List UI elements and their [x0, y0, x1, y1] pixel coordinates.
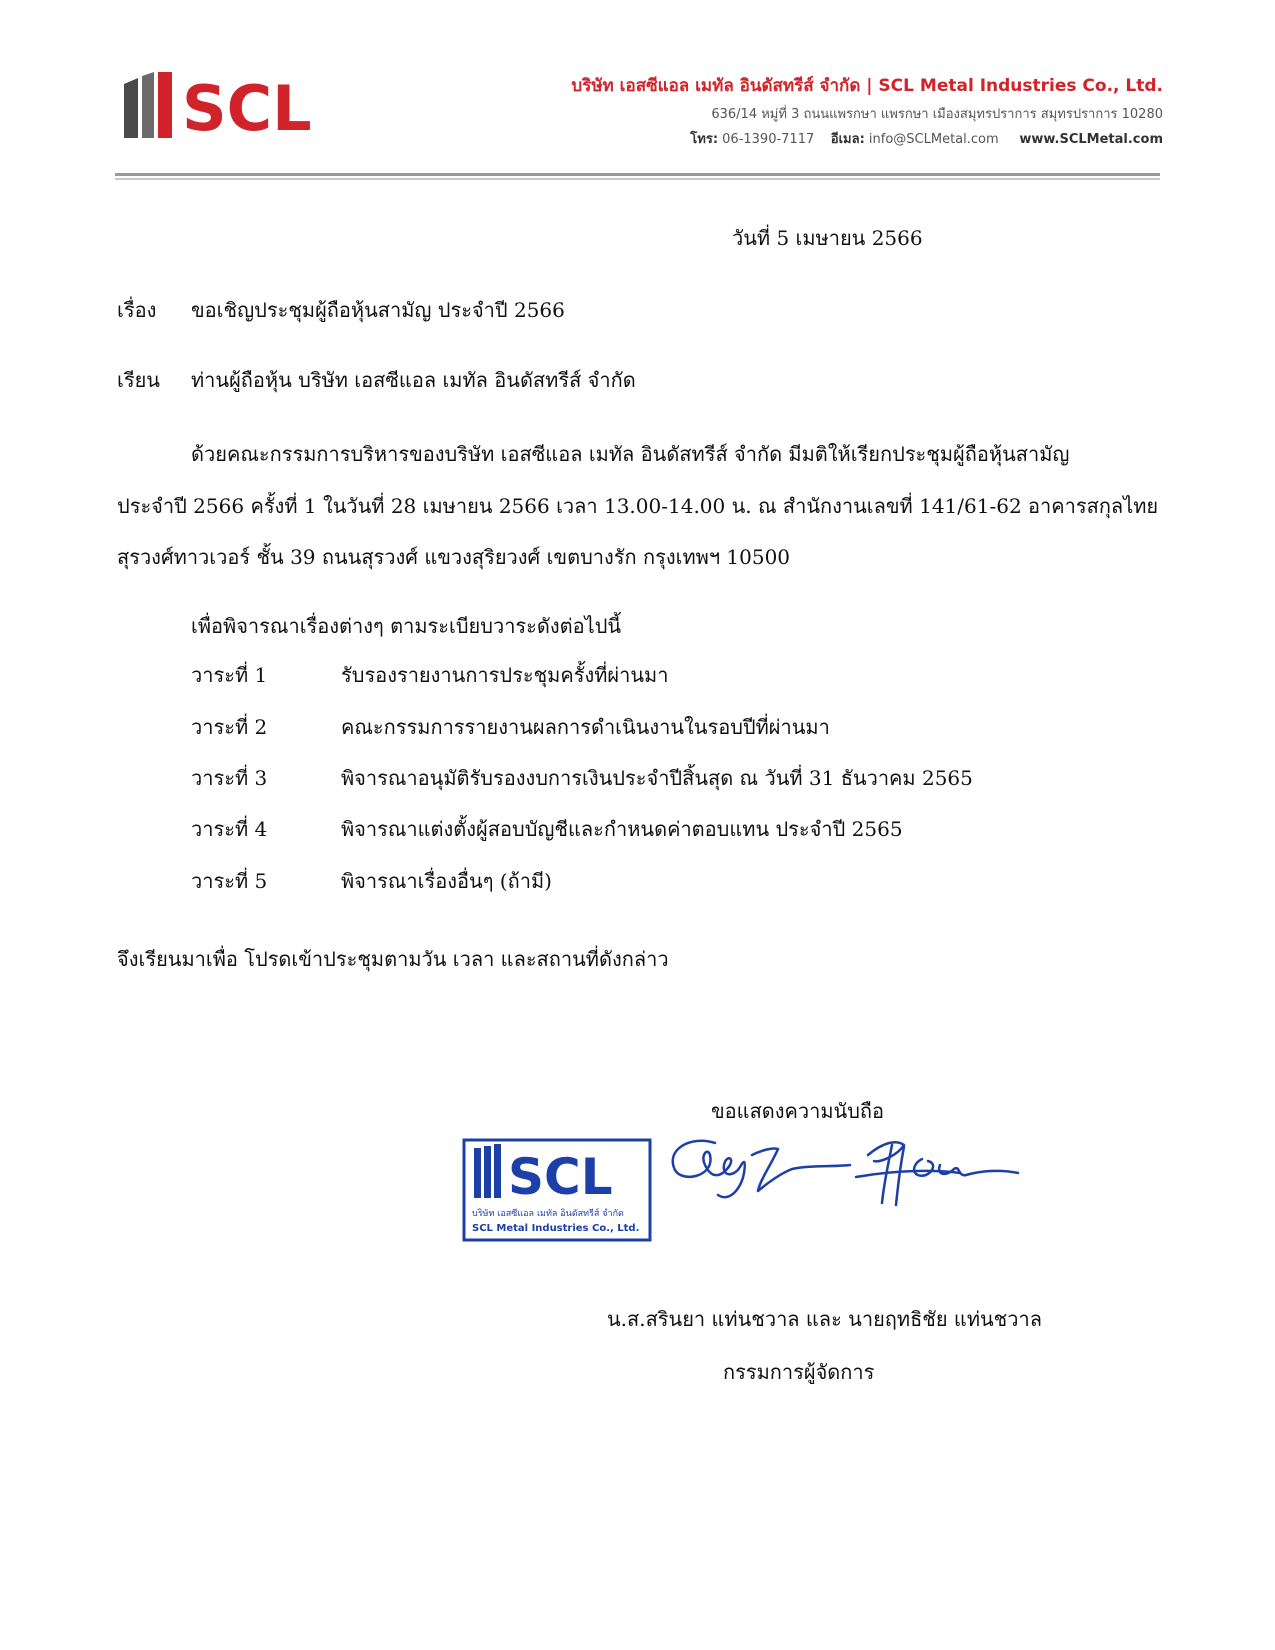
stamp-line-1: บริษัท เอสซีแอล เมทัล อินดัสทรีส์ จำกัด	[472, 1209, 624, 1219]
header-divider	[115, 173, 1160, 176]
phone-label: โทร:	[690, 132, 719, 147]
agenda-item: คณะกรรมการรายงานผลการดำเนินงานในรอบปีที่ผ่านมา	[341, 715, 830, 739]
company-address: 636/14 หมู่ที่ 3 ถนนแพรกษา แพรกษา เมืองสมุทรปราการ สมุทรปราการ 10280	[711, 107, 1163, 122]
header-divider-light	[115, 178, 1160, 180]
recipient-text: ท่านผู้ถือหุ้น บริษัท เอสซีแอล เมทัล อินดัสทรีส์ จำกัด	[191, 368, 636, 392]
agenda-item: พิจารณาอนุมัติรับรองงบการเงินประจำปีสิ้นสุด ณ วันที่ 31 ธันวาคม 2565	[341, 766, 973, 790]
agenda-intro: เพื่อพิจารณาเรื่องต่างๆ ตามระเบียบวาระดังต่อไปนี้	[191, 614, 622, 638]
agenda-item: พิจารณาเรื่องอื่นๆ (ถ้ามี)	[341, 869, 552, 893]
logo-text: SCL	[182, 72, 312, 142]
agenda-item: พิจารณาแต่งตั้งผู้สอบบัญชีและกำหนดค่าตอบแทน ประจำปี 2565	[341, 817, 903, 841]
agenda-number: วาระที่ 5	[191, 869, 268, 893]
agenda-item: รับรองรายงานการประชุมครั้งที่ผ่านมา	[341, 663, 669, 687]
email-label: อีเมล:	[830, 132, 865, 147]
stamp-line-2: SCL Metal Industries Co., Ltd.	[472, 1223, 640, 1234]
company-logo	[124, 72, 344, 142]
body-paragraph-line-1: ด้วยคณะกรรมการบริหารของบริษัท เอสซีแอล เมทัล อินดัสทรีส์ จำกัด มีมติให้เรียกประชุมผู้ถือหุ้นสามัญ	[191, 442, 1070, 466]
agenda-number: วาระที่ 1	[191, 663, 268, 687]
signer-name: น.ส.สรินยา แท่นชวาล และ นายฤทธิชัย แท่นชวาล	[607, 1307, 1042, 1331]
handwritten-signatures	[660, 1125, 1060, 1245]
company-name: บริษัท เอสซีแอล เมทัล อินดัสทรีส์ จำกัด | SCL Metal Industries Co., Ltd.	[571, 76, 1163, 96]
company-info	[571, 72, 1163, 149]
closing-line: จึงเรียนมาเพื่อ โปรดเข้าประชุมตามวัน เวลา และสถานที่ดังกล่าว	[117, 947, 669, 971]
company-contact	[571, 128, 1163, 149]
email: info@SCLMetal.com	[868, 132, 999, 147]
company-stamp	[462, 1138, 652, 1242]
subject-label: เรื่อง	[117, 298, 157, 322]
recipient-label: เรียน	[117, 368, 160, 392]
agenda-number: วาระที่ 3	[191, 766, 268, 790]
letter-date: วันที่ 5 เมษายน 2566	[732, 226, 923, 250]
website: www.SCLMetal.com	[1019, 132, 1163, 147]
agenda-number: วาระที่ 2	[191, 715, 268, 739]
body-paragraph-line-3: สุรวงศ์ทาวเวอร์ ชั้น 39 ถนนสุรวงศ์ แขวงสุริยวงศ์ เขตบางรัก กรุงเทพฯ 10500	[117, 545, 791, 569]
phone: 06-1390-7117	[722, 132, 815, 147]
agenda-number: วาระที่ 4	[191, 817, 268, 841]
body-paragraph-line-2: ประจำปี 2566 ครั้งที่ 1 ในวันที่ 28 เมษายน 2566 เวลา 13.00-14.00 น. ณ สำนักงานเลขที่ 141/61-62 อาคารสกุลไทย	[117, 494, 1159, 518]
stamp-logo-text: SCL	[508, 1148, 613, 1206]
regards: ขอแสดงความนับถือ	[711, 1099, 885, 1123]
subject-text: ขอเชิญประชุมผู้ถือหุ้นสามัญ ประจำปี 2566	[191, 298, 565, 322]
signer-position: กรรมการผู้จัดการ	[723, 1360, 875, 1384]
